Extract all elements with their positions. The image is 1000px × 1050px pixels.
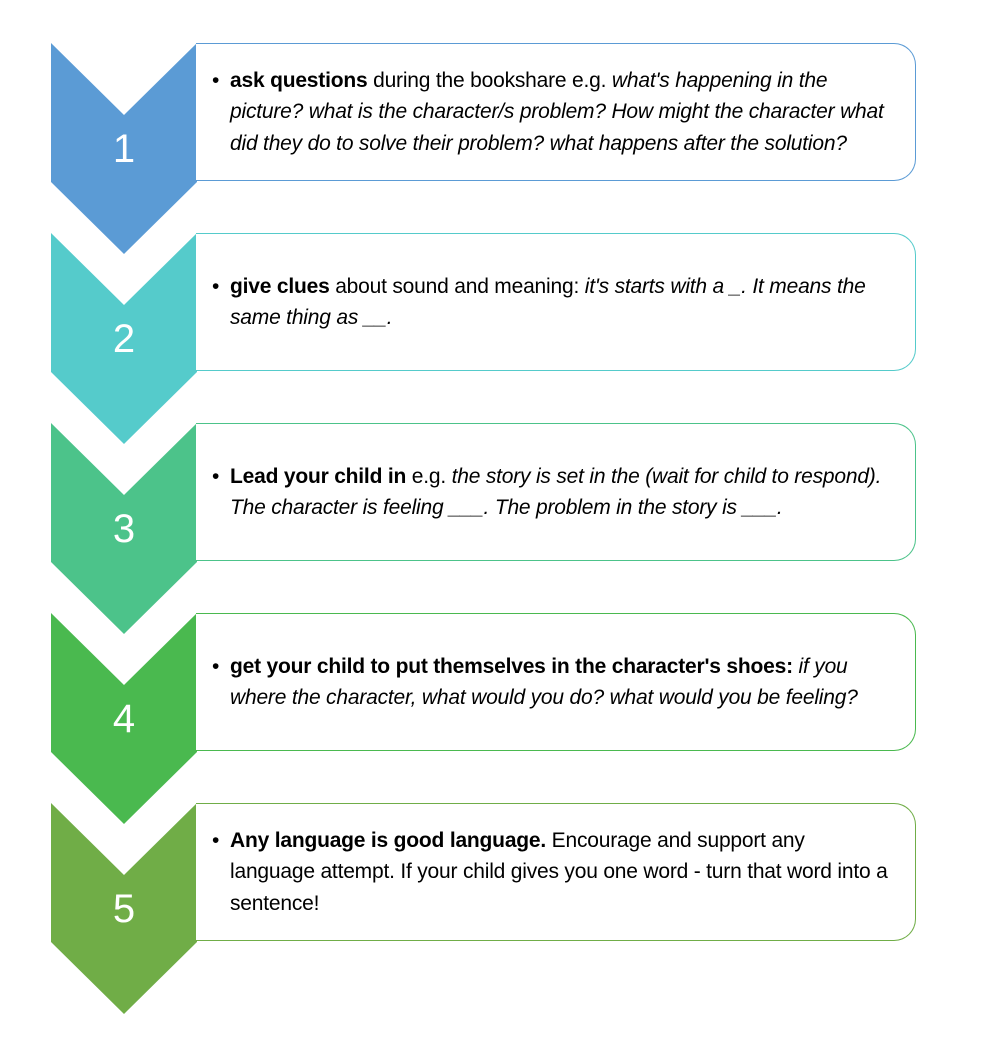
step-text-box xyxy=(196,803,916,941)
step-description: about sound and meaning: xyxy=(329,274,585,298)
step-number: 5 xyxy=(112,887,136,931)
step-text-box xyxy=(196,233,916,371)
step-3 xyxy=(0,423,1000,638)
step-keyword: Lead your child in xyxy=(230,464,407,488)
step-text-box xyxy=(196,613,916,751)
step-example: if you where the character, what would you do? what would you be feeling? xyxy=(230,654,858,709)
bullet-icon: • xyxy=(212,828,220,852)
step-example: what's happening in the picture? what is the character/s problem? How might the character what did they do to solve their problem? what happens after the solution? xyxy=(230,68,884,155)
bullet-icon: • xyxy=(212,654,220,678)
step-1 xyxy=(0,43,1000,258)
bullet-icon: • xyxy=(212,68,220,92)
bullet-icon: • xyxy=(212,274,220,298)
step-number: 1 xyxy=(112,127,136,171)
step-text xyxy=(212,234,895,370)
step-2 xyxy=(0,233,1000,448)
step-text xyxy=(212,44,895,180)
step-text xyxy=(212,614,895,750)
step-description: during the bookshare e.g. xyxy=(367,68,612,92)
step-keyword: Any language is good language. xyxy=(230,828,547,852)
step-text-box xyxy=(196,423,916,561)
step-number: 2 xyxy=(112,317,136,361)
step-text-box xyxy=(196,43,916,181)
step-number: 4 xyxy=(112,697,136,741)
step-keyword: ask questions xyxy=(230,68,368,92)
step-example: it's starts with a _. It means the same thing as __. xyxy=(230,274,866,329)
step-text xyxy=(212,804,895,940)
step-description: e.g. xyxy=(406,464,452,488)
step-keyword: get your child to put themselves in the character's shoes: xyxy=(230,654,793,678)
step-text xyxy=(212,424,895,560)
step-description: Encourage and support any language attempt. If your child gives you one word - turn that word into a sentence! xyxy=(230,828,888,915)
step-5 xyxy=(0,803,1000,1018)
bullet-icon: • xyxy=(212,464,220,488)
step-example: the story is set in the (wait for child to respond). The character is feeling ___. The problem in the story is ___. xyxy=(230,464,882,519)
step-number: 3 xyxy=(112,507,136,551)
step-4 xyxy=(0,613,1000,828)
step-keyword: give clues xyxy=(230,274,330,298)
